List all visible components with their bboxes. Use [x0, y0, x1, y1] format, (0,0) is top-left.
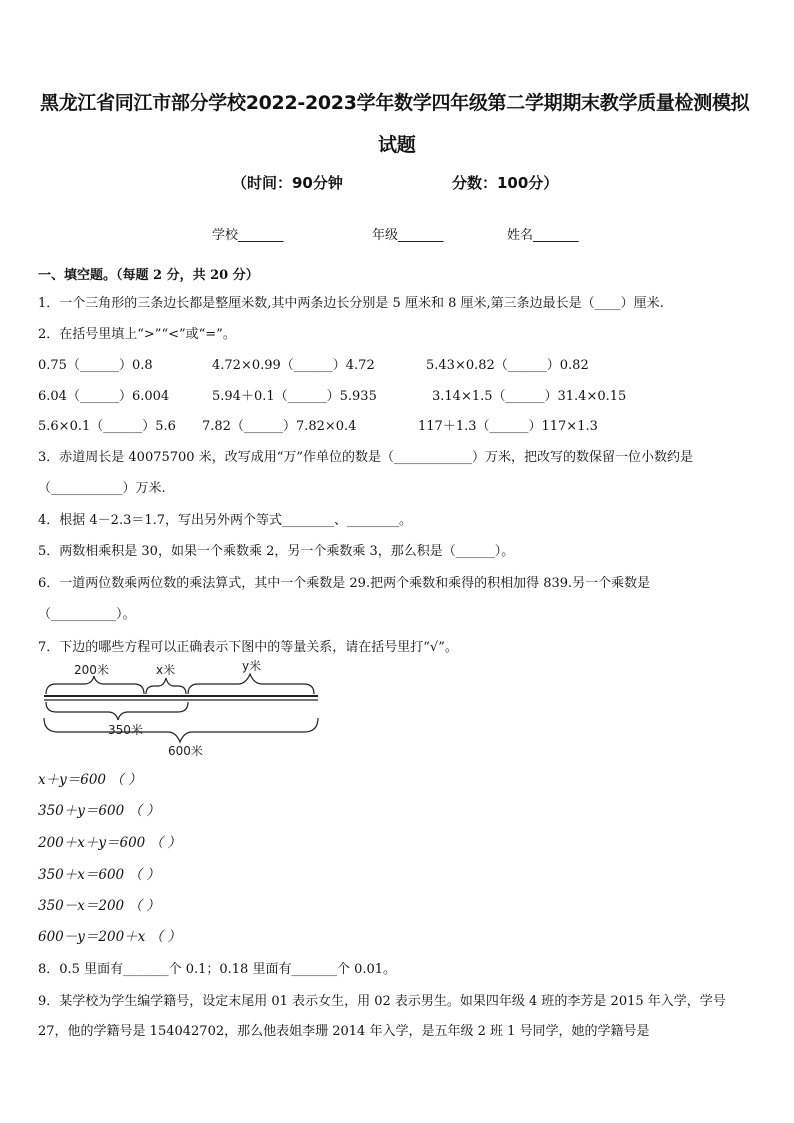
question-2: 2．在括号里填上“>”“<”或“=”。	[38, 327, 236, 342]
question-3-line2: （___________）万米.	[38, 481, 166, 496]
question-8: 8．0.5 里面有_______个 0.1；0.18 里面有_______个 0.01。	[38, 962, 397, 977]
school-field: 学校_______	[212, 228, 284, 243]
q7-option: 600－y＝200＋x （ ）	[38, 929, 181, 945]
question-4: 4．根据 4－2.3＝1.7，写出另外两个等式________、________。	[38, 513, 413, 528]
q2-item: 3.14×1.5（______）31.4×0.15	[432, 389, 627, 404]
question-9-line2: 27，他的学籍号是 154042702，那么他表姐李珊 2014 年入学，是五年级 2 班 1 号同学，她的学籍号是	[38, 1024, 650, 1039]
q2-item: 4.72×0.99（______）4.72	[212, 358, 375, 373]
brace-200	[46, 676, 144, 694]
question-6-line1: 6．一道两位数乘两位数的乘法算式，其中一个乘数是 29.把两个乘数和乘得的积相加得 839.另一个乘数是	[38, 576, 651, 591]
grade-field: 年级_______	[372, 228, 444, 243]
question-9-line1: 9．某学校为学生编学籍号，设定末尾用 01 表示女生，用 02 表示男生。如果四年级 4 班的李芳是 2015 年入学，学号	[38, 994, 726, 1009]
question-1: 1．一个三角形的三条边长都是整厘米数,其中两条边长分别是 5 厘米和 8 厘米,第三条边最长是（____）厘米.	[38, 296, 664, 311]
label-350: 350米	[108, 723, 143, 737]
q2-item: 0.75（______）0.8	[38, 358, 153, 373]
q7-option: 350＋y＝600 （ ）	[38, 803, 160, 819]
q2-item: 5.6×0.1（______）5.6	[38, 419, 176, 434]
question-6-line2: （__________）。	[38, 607, 136, 622]
q2-item: 7.82（______）7.82×0.4	[202, 419, 357, 434]
q7-option: 200＋x＋y＝600 （ ）	[38, 835, 181, 851]
segment-diagram	[38, 658, 328, 762]
brace-600	[44, 718, 318, 742]
label-200: 200米	[74, 663, 109, 677]
brace-350	[46, 702, 188, 720]
page-title-line2: 试题	[378, 134, 416, 156]
question-7: 7．下边的哪些方程可以正确表示下图中的等量关系，请在括号里打“√”。	[38, 640, 458, 655]
name-field: 姓名_______	[507, 228, 579, 243]
brace-y	[188, 674, 314, 694]
exam-time: （时间：90分钟	[232, 174, 343, 192]
label-x: x米	[156, 663, 176, 677]
q7-option: x＋y＝600 （ ）	[38, 772, 142, 788]
question-5: 5．两数相乘积是 30，如果一个乘数乘 2，另一个乘数乘 3，那么积是（______）。	[38, 544, 515, 559]
label-600: 600米	[168, 744, 203, 758]
q7-option: 350＋x＝600 （ ）	[38, 867, 160, 883]
page-title-line1: 黑龙江省同江市部分学校2022-2023学年数学四年级第二学期期末教学质量检测模拟	[40, 92, 750, 114]
q2-item: 5.43×0.82（______）0.82	[426, 358, 589, 373]
q7-option: 350－x＝200 （ ）	[38, 898, 160, 914]
question-3-line1: 3．赤道周长是 40075700 米，改写成用“万”作单位的数是（____________）万米，把改写的数保留一位小数约是	[38, 450, 693, 465]
q2-item: 5.94＋0.1（______）5.935	[212, 389, 377, 404]
label-y: y米	[242, 659, 262, 673]
exam-score: 分数：100分）	[452, 174, 559, 192]
q2-item: 6.04（______）6.004	[38, 389, 170, 404]
brace-x	[146, 678, 186, 694]
q2-item: 117＋1.3（______）117×1.3	[418, 419, 598, 434]
section-heading: 一、填空题。（每题 2 分，共 20 分）	[38, 268, 259, 283]
